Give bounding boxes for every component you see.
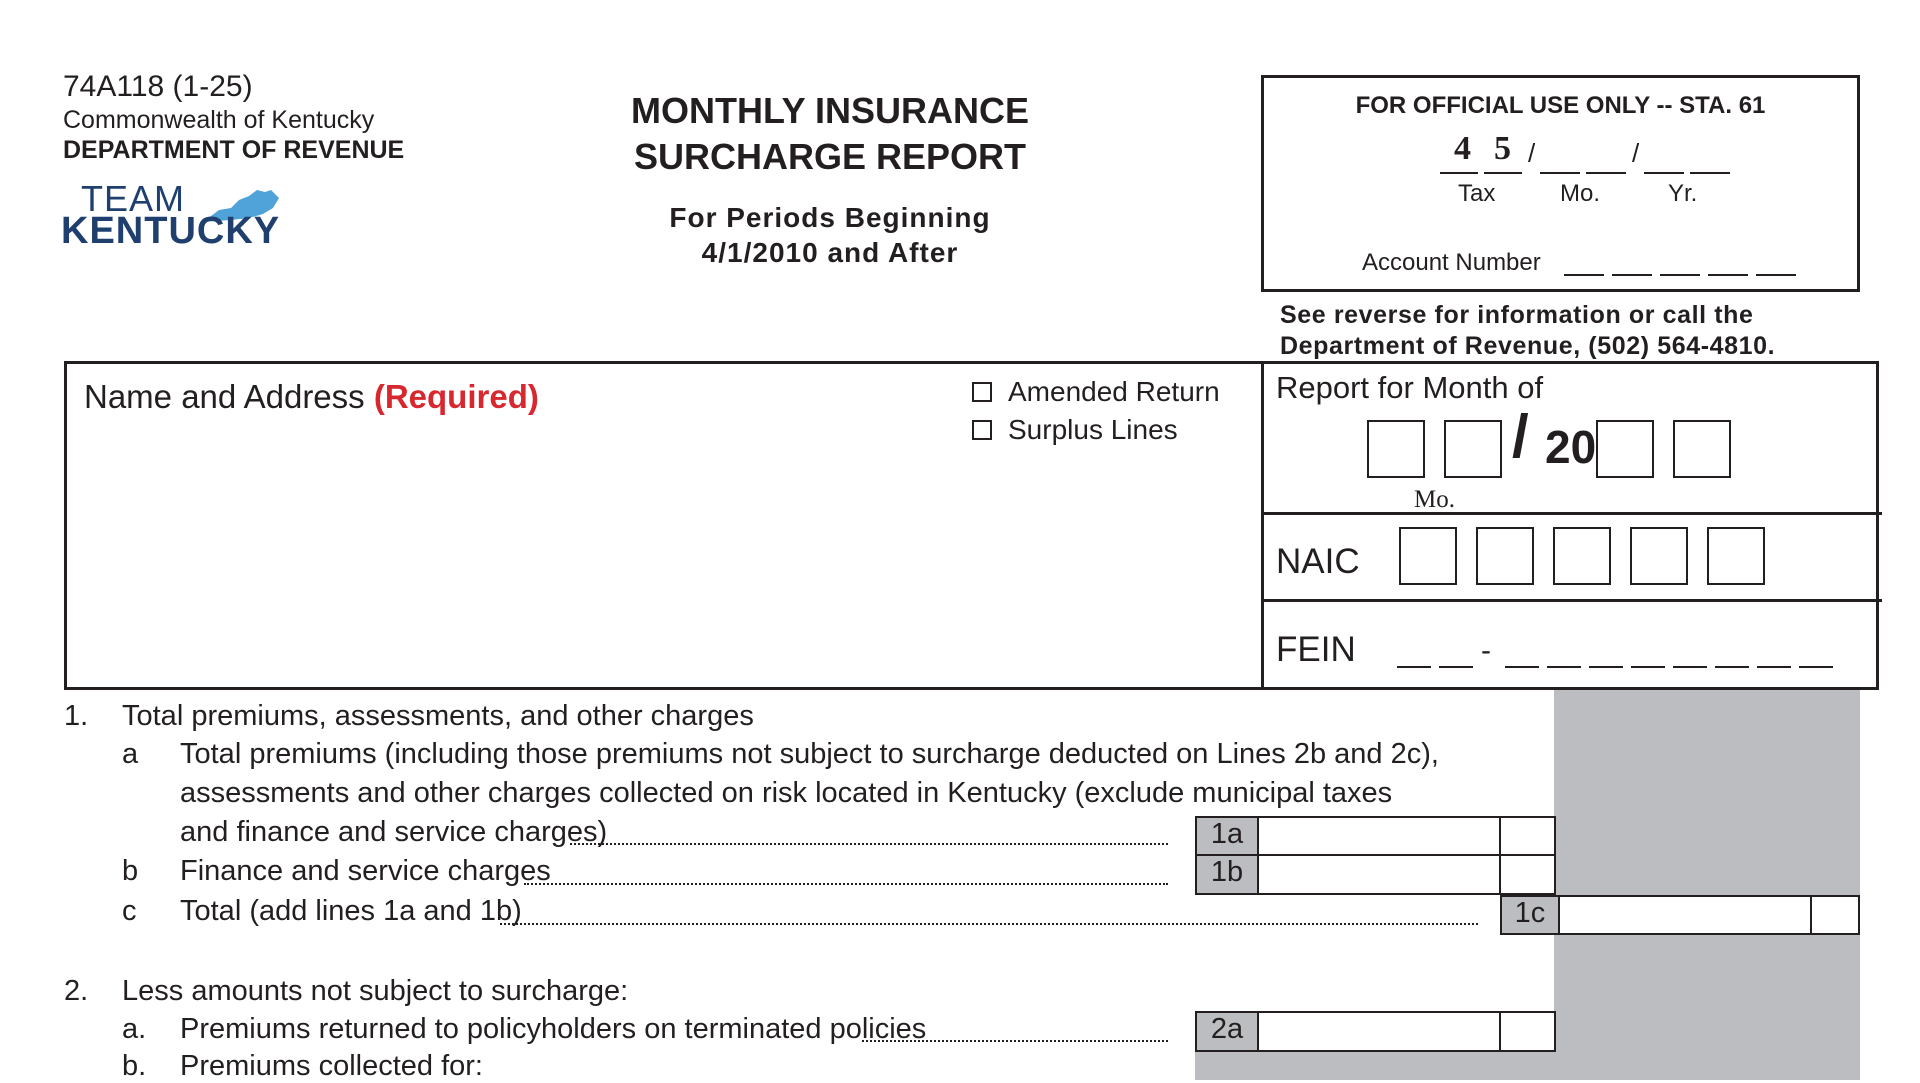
commonwealth-label: Commonwealth of Kentucky [63,106,375,134]
mo-underline-1[interactable] [1540,172,1580,174]
contact-notice-line-1: See reverse for information or call the [1280,301,1754,329]
month-box-2[interactable] [1444,420,1502,478]
official-use-title: FOR OFFICIAL USE ONLY -- STA. 61 [1355,92,1766,119]
fein-blank-7[interactable] [1673,666,1707,668]
fein-blank-8[interactable] [1715,666,1749,668]
fein-blank-3[interactable] [1505,666,1539,668]
vertical-divider [1261,364,1264,687]
fein-blank-1[interactable] [1397,666,1431,668]
line-2a-amount-field[interactable] [1257,1011,1556,1052]
amended-return-checkbox[interactable] [972,382,992,402]
naic-label: NAIC [1276,542,1360,581]
line-2a-leader [862,1040,1168,1042]
divider-month-naic [1261,512,1882,515]
yr-underline-2[interactable] [1690,172,1730,174]
line-1c-leader [500,923,1478,925]
account-number-label: Account Number [1362,249,1541,276]
year-box-2[interactable] [1673,420,1731,478]
fein-blank-6[interactable] [1631,666,1665,668]
line-1c-letter: c [122,895,137,927]
slash-1: / [1528,138,1536,168]
fein-label: FEIN [1276,630,1356,669]
naic-box-5[interactable] [1707,527,1765,585]
line-1a-cents-divider [1499,818,1501,854]
team-kentucky-logo [61,178,301,258]
amended-return-label: Amended Return [1008,376,1220,407]
line-1a-amount-field[interactable] [1257,816,1556,856]
shaded-area-bottom [1554,933,1860,1080]
title-line-2: SURCHARGE REPORT [633,136,1027,177]
line-2b-letter: b. [122,1050,147,1082]
line-1b-label: 1b [1195,854,1259,895]
line-1b-amount-field[interactable] [1257,854,1556,895]
required-label: (Required) [373,378,539,415]
line-1a-letter: a [122,738,139,770]
official-use-box [1261,75,1860,292]
line-2a-cents-divider [1499,1013,1501,1050]
line-2-text: Less amounts not subject to surcharge: [122,975,629,1007]
contact-notice [1280,300,1870,362]
yr-label: Yr. [1668,180,1698,207]
line-1a-leader [570,843,1168,845]
slash-2: / [1632,138,1640,168]
line-1b-letter: b [122,855,139,887]
report-month-label: Report for Month of [1276,370,1544,405]
surplus-lines-option[interactable] [972,414,1178,446]
line-1b-text: Finance and service charges [180,855,551,887]
line-2a-label: 2a [1195,1011,1259,1052]
month-label: Mo. [1414,486,1455,513]
line-1c-label: 1c [1500,895,1560,935]
surplus-lines-checkbox[interactable] [972,420,992,440]
naic-box-3[interactable] [1553,527,1611,585]
surplus-lines-label: Surplus Lines [1008,414,1178,445]
month-box-1[interactable] [1367,420,1425,478]
amended-return-option[interactable] [972,376,1220,408]
tax-underline-1 [1440,172,1478,174]
line-1a-text-1: Total premiums (including those premiums not subject to surcharge deducted on Lines 2b and 2c), [180,738,1439,770]
naic-box-1[interactable] [1399,527,1457,585]
contact-notice-line-2: Department of Revenue, (502) 564-4810. [1280,332,1776,360]
tax-digit-1: 4 [1454,130,1471,167]
tax-digit-2: 5 [1494,130,1511,167]
century-prefix: 20 [1545,421,1597,473]
yr-underline-1[interactable] [1644,172,1684,174]
line-1c-text: Total (add lines 1a and 1b) [180,895,522,927]
line-1c-cents-divider [1810,897,1812,933]
shaded-area-line2b [1195,1050,1554,1080]
taxpayer-info-box [64,361,1879,690]
fein-blank-2[interactable] [1439,666,1473,668]
line-1b-cents-divider [1499,856,1501,893]
subtitle-line-1: For Periods Beginning [669,202,991,233]
shaded-area-top [1554,690,1860,895]
mo-label: Mo. [1560,180,1601,207]
naic-box-4[interactable] [1630,527,1688,585]
form-code: 74A118 (1-25) [63,70,253,103]
name-address-label [84,378,539,416]
fein-blank-9[interactable] [1757,666,1791,668]
line-2a-letter: a. [122,1013,147,1045]
form-title [560,88,1100,180]
line-1a-label: 1a [1195,816,1259,856]
month-year-slash: / [1512,403,1529,470]
naic-box-2[interactable] [1476,527,1534,585]
account-blank-2[interactable] [1612,274,1652,276]
line-2a-text: Premiums returned to policyholders on terminated policies [180,1013,927,1045]
line-2-number: 2. [64,975,89,1007]
fein-blank-5[interactable] [1589,666,1623,668]
tax-underline-2 [1484,172,1522,174]
fein-hyphen: - [1481,634,1491,667]
department-label: DEPARTMENT OF REVENUE [63,136,405,164]
title-line-1: MONTHLY INSURANCE [630,90,1030,131]
divider-naic-fein [1261,599,1882,602]
year-box-1[interactable] [1596,420,1654,478]
fein-blank-10[interactable] [1799,666,1833,668]
account-blank-1[interactable] [1564,274,1604,276]
logo-kentucky-text: KENTUCKY [61,210,281,252]
line-1a-text-2: assessments and other charges collected on risk located in Kentucky (exclude municipal taxes [180,777,1393,809]
line-1c-amount-field[interactable] [1558,895,1860,935]
tax-label: Tax [1458,180,1496,207]
logo-team-text: TEAM [81,178,186,219]
form-subtitle [560,200,1100,270]
line-1b-leader [524,883,1168,885]
account-blank-4[interactable] [1708,274,1748,276]
subtitle-line-2: 4/1/2010 and After [701,237,959,268]
line-1-text: Total premiums, assessments, and other charges [122,700,754,732]
name-address-text: Name and Address [84,378,365,415]
line-1-number: 1. [64,700,89,732]
line-1a-text-3: and finance and service charges) [180,816,608,848]
fein-blank-4[interactable] [1547,666,1581,668]
account-blank-5[interactable] [1756,274,1796,276]
line-2b-text: Premiums collected for: [180,1050,483,1082]
account-blank-3[interactable] [1660,274,1700,276]
mo-underline-2[interactable] [1586,172,1626,174]
